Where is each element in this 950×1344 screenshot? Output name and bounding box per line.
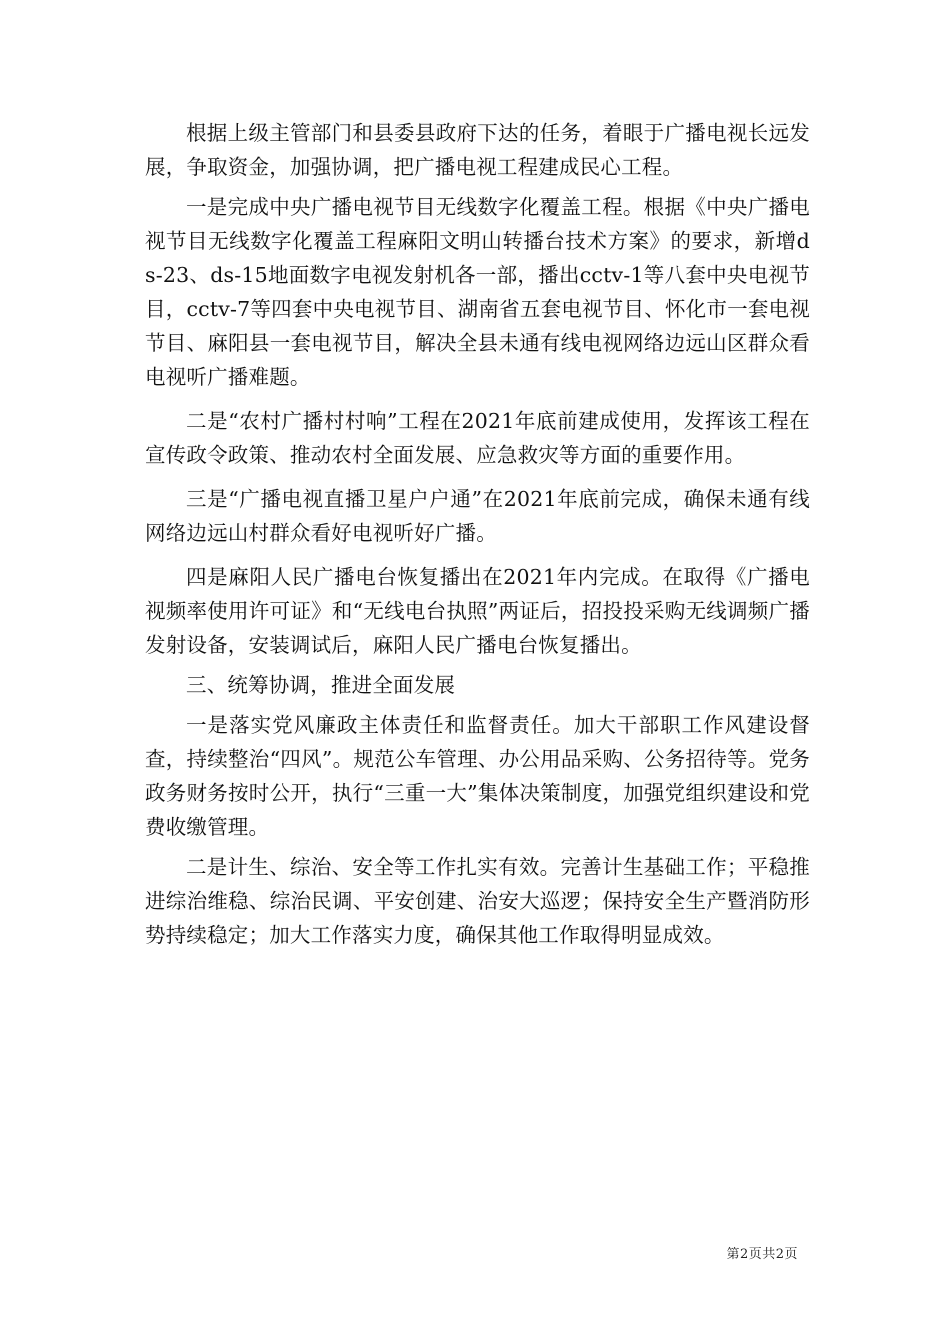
document-body [145, 116, 810, 952]
paragraph-section-item-2: 二是计生、综治、安全等工作扎实有效。完善计生基础工作；平稳推进综治维稳、综治民调、平安创建、治安大巡逻；保持安全生产暨消防形势持续稳定；加大工作落实力度，确保其他工作取得明显成效。 [145, 855, 810, 947]
page-number: 第2页共2页 [726, 1247, 798, 1262]
paragraph-item-3: 三是“广播电视直播卫星户户通”在2021年底前完成，确保未通有线网络边远山村群众看好电视听好广播。 [145, 487, 810, 545]
paragraph-intro: 根据上级主管部门和县委县政府下达的任务，着眼于广播电视长远发展，争取资金，加强协调，把广播电视工程建成民心工程。 [145, 121, 810, 179]
paragraph-item-2: 二是“农村广播村村响”工程在2021年底前建成使用，发挥该工程在宣传政令政策、推动农村全面发展、应急救灾等方面的重要作用。 [145, 409, 810, 467]
paragraph-section-item-1: 一是落实党风廉政主体责任和监督责任。加大干部职工作风建设督查，持续整治“四风”。规范公车管理、办公用品采购、公务招待等。党务政务财务按时公开，执行“三重一大”集体决策制度，加强党组织建设和党费收缴管理。 [145, 713, 810, 839]
paragraph-item-4: 四是麻阳人民广播电台恢复播出在2021年内完成。在取得《广播电视频率使用许可证》和“无线电台执照”两证后，招投投采购无线调频广播发射设备，安装调试后，麻阳人民广播电台恢复播出。 [145, 565, 810, 657]
section-heading: 三、统筹协调，推进全面发展 [186, 673, 456, 697]
paragraph-item-1: 一是完成中央广播电视节目无线数字化覆盖工程。根据《中央广播电视节目无线数字化覆盖工程麻阳文明山转播台技术方案》的要求，新增ds-23、ds-15地面数字电视发射机各一部，播出cctv-1等八套中央电视节目，cctv-7等四套中央电视节目、湖南省五套电视节目、怀化市一套电视节目、麻阳县一套电视节目，解决全县未通有线电视网络边远山区群众看电视听广播难题。 [145, 195, 810, 389]
